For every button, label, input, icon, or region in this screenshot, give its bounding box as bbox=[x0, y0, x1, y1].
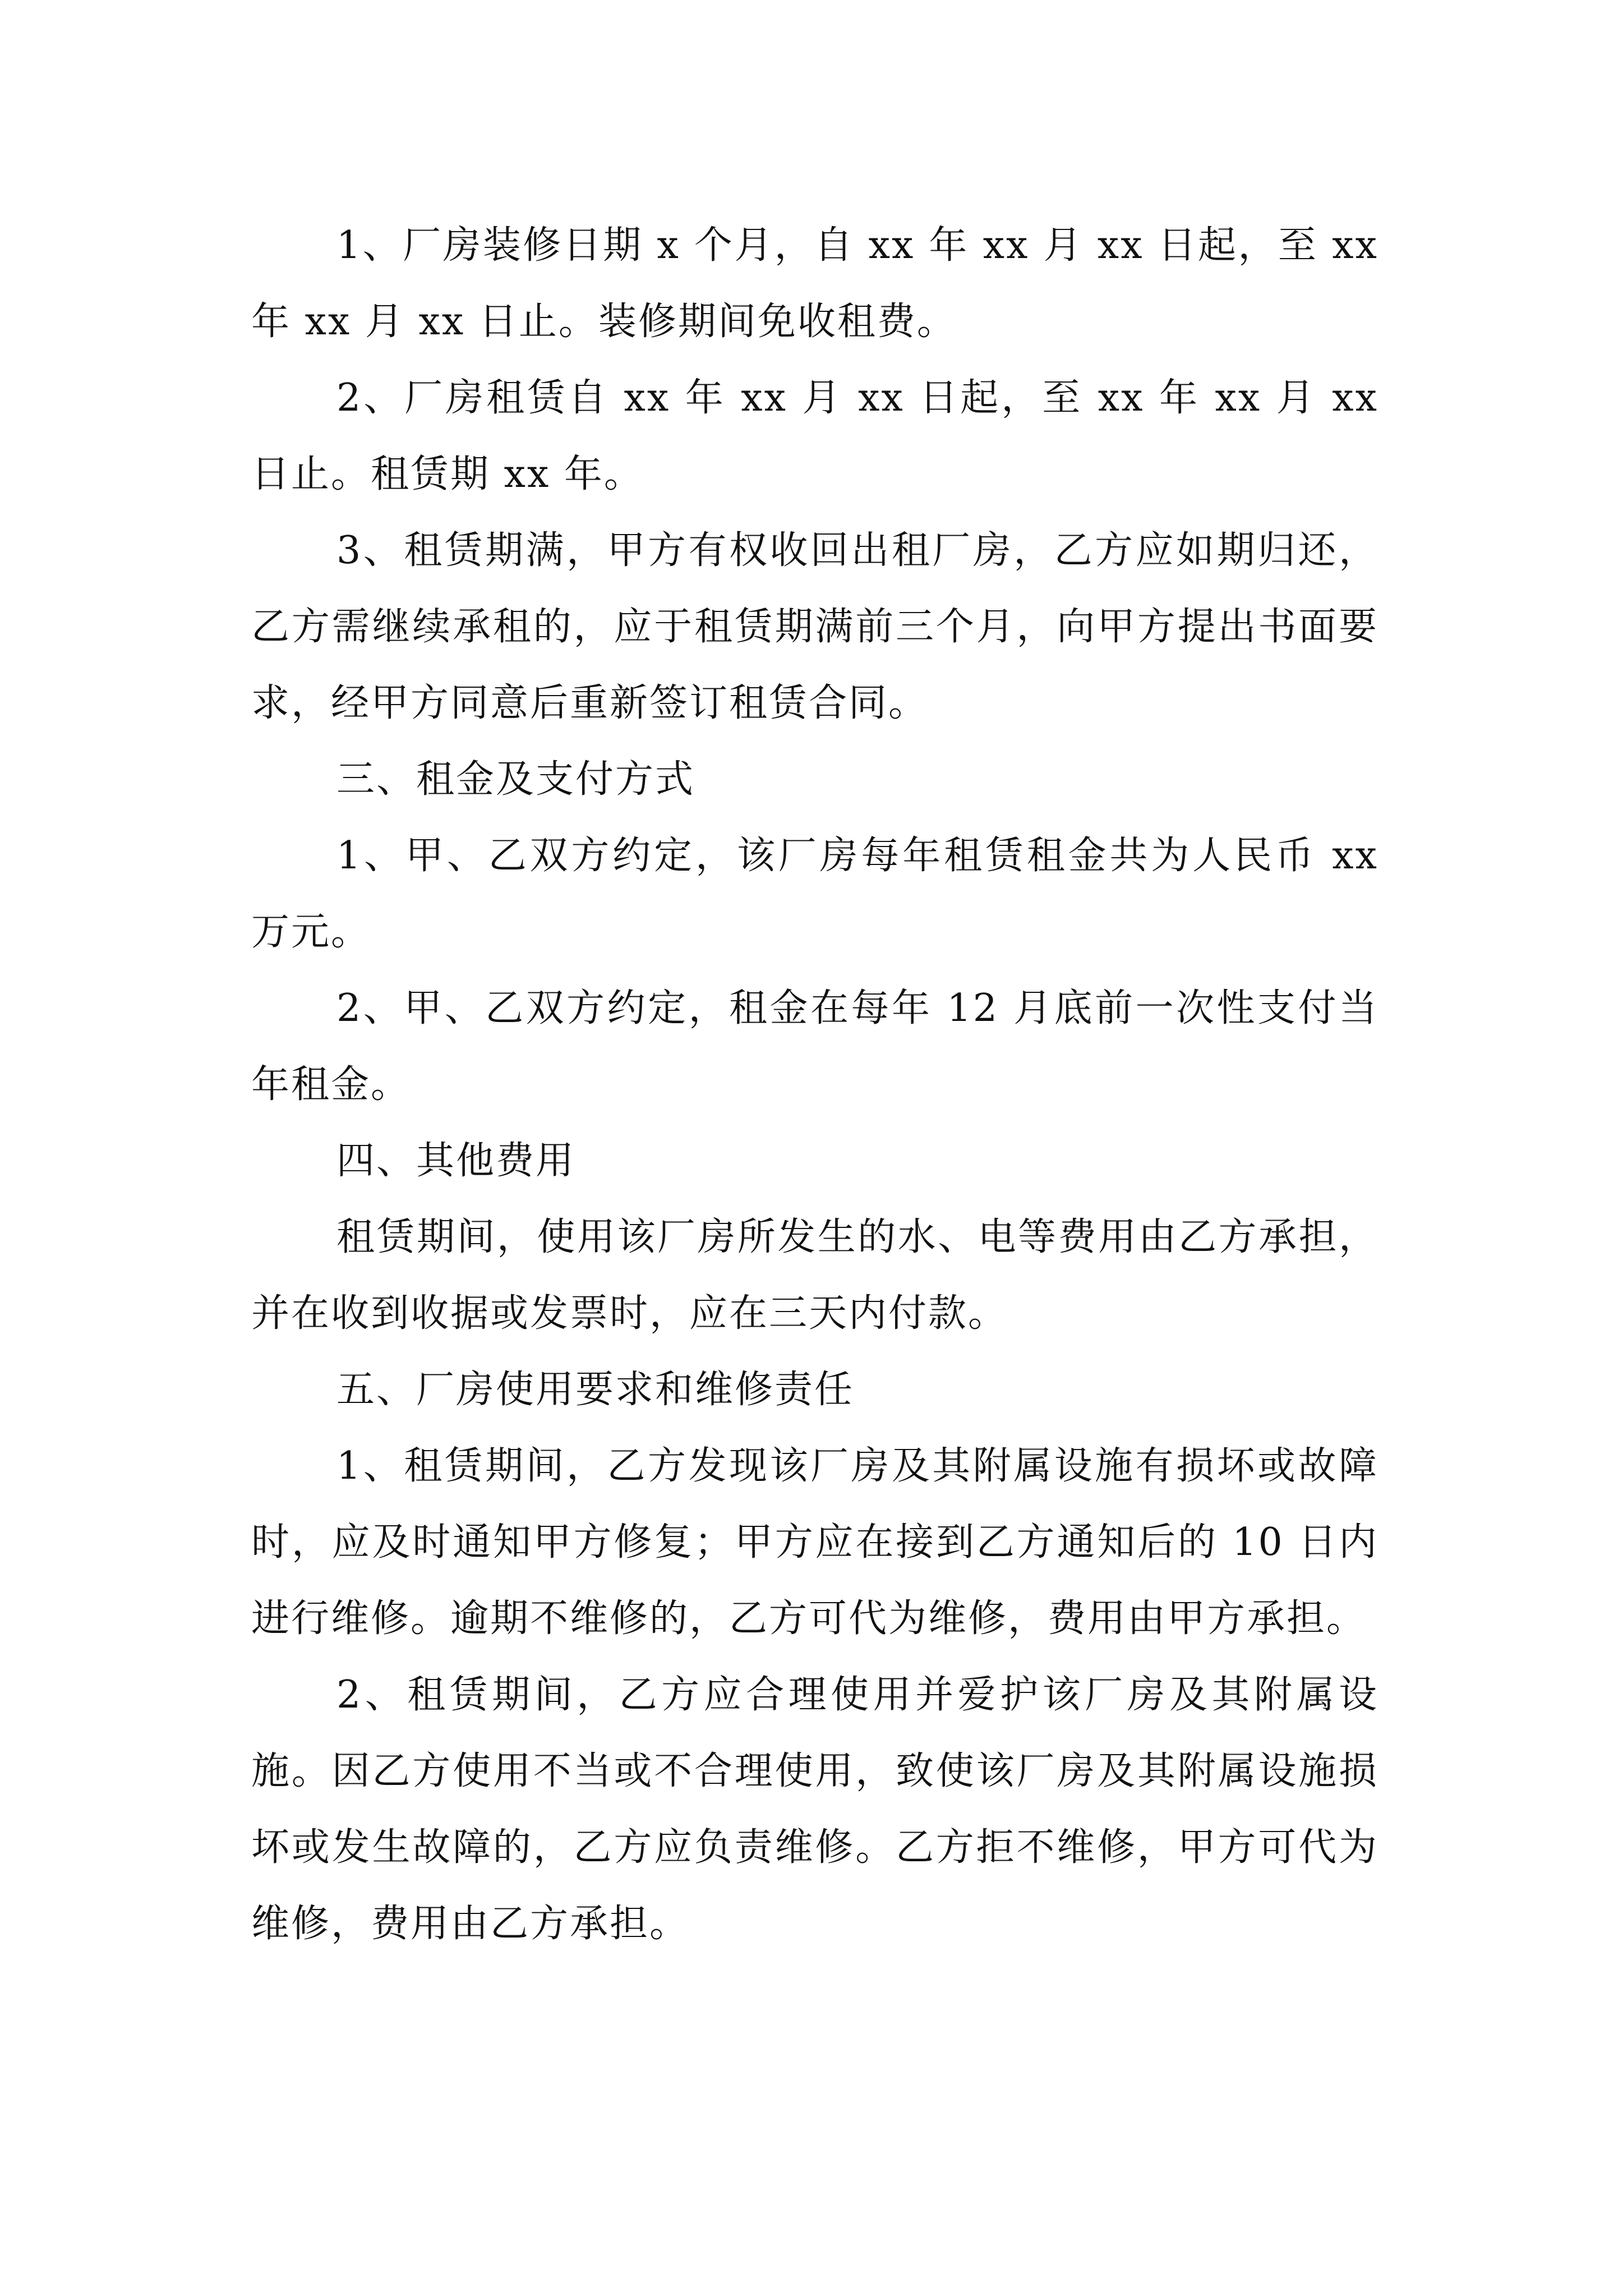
section-heading-maintenance: 五、厂房使用要求和维修责任 bbox=[336, 1368, 855, 1412]
paragraph-rent-payment: 2、甲、乙双方约定，租金在每年 12 月底前一次性支付当年租金。 bbox=[251, 986, 1378, 1107]
section-heading-rent: 三、租金及支付方式 bbox=[336, 757, 695, 802]
paragraph-lease-expiry: 3、租赁期满，甲方有权收回出租厂房，乙方应如期归还，乙方需继续承租的，应于租赁期满前三个月，向甲方提出书面要求，经甲方同意后重新签订租赁合同。 bbox=[251, 528, 1378, 725]
document-body bbox=[251, 208, 1378, 1962]
paragraph-rent-amount: 1、甲、乙双方约定，该厂房每年租赁租金共为人民币 xx 万元。 bbox=[251, 834, 1378, 954]
section-heading-other-fees: 四、其他费用 bbox=[336, 1139, 576, 1183]
paragraph-utilities: 租赁期间，使用该厂房所发生的水、电等费用由乙方承担，并在收到收据或发票时，应在三天内付款。 bbox=[251, 1215, 1378, 1336]
paragraph-renovation-period: 1、厂房装修日期 x 个月，自 xx 年 xx 月 xx 日起，至 xx 年 xx 月 xx 日止。装修期间免收租费。 bbox=[251, 223, 1378, 344]
paragraph-proper-use: 2、租赁期间，乙方应合理使用并爱护该厂房及其附属设施。因乙方使用不当或不合理使用，致使该厂房及其附属设施损坏或发生故障的，乙方应负责维修。乙方拒不维修，甲方可代为维修，费用由乙方承担。 bbox=[251, 1673, 1378, 1946]
paragraph-lease-term: 2、厂房租赁自 xx 年 xx 月 xx 日起，至 xx 年 xx 月 xx 日止。租赁期 xx 年。 bbox=[251, 376, 1378, 496]
paragraph-repair-notice: 1、租赁期间，乙方发现该厂房及其附属设施有损坏或故障时，应及时通知甲方修复；甲方应在接到乙方通知后的 10 日内进行维修。逾期不维修的，乙方可代为维修，费用由甲方承担。 bbox=[251, 1444, 1378, 1641]
